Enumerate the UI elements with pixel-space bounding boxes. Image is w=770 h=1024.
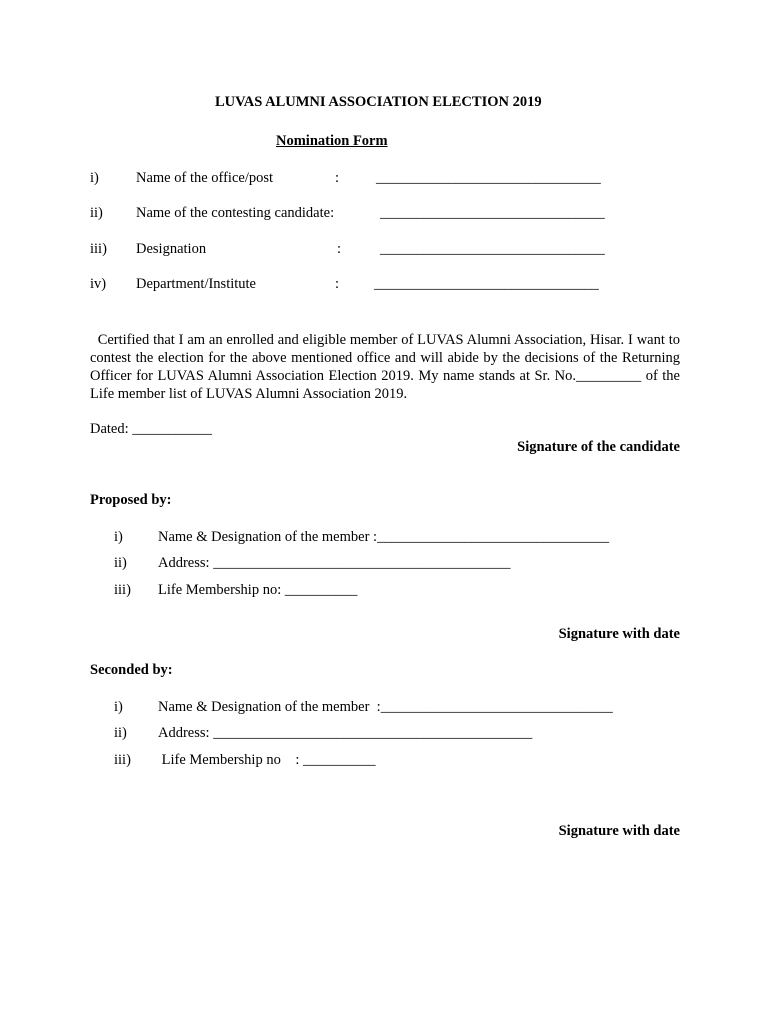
seconded-item (158, 699, 613, 716)
seconded-blank[interactable]: __________ (302, 752, 376, 768)
field-number: i) (90, 170, 99, 186)
proposed-blank[interactable]: ________________________________ (377, 529, 610, 545)
seconded-label: Address: (158, 725, 214, 741)
field-blank[interactable]: _______________________________ (380, 205, 605, 221)
proposed-heading: Proposed by: (90, 492, 172, 508)
document-title: LUVAS ALUMNI ASSOCIATION ELECTION 2019 (215, 94, 542, 110)
field-label: Name of the contesting candidate: (136, 205, 335, 221)
field-separator: : (335, 276, 340, 292)
certification-paragraph (90, 331, 680, 403)
proposed-number: iii) (114, 582, 131, 598)
proposed-item (158, 529, 609, 546)
proposed-blank[interactable]: _________________________________________ (213, 555, 511, 571)
field-blank[interactable]: _______________________________ (374, 276, 599, 292)
field-number: ii) (90, 205, 103, 221)
certification-text: Certified that I am an enrolled and eligible member of LUVAS Alumni Association, Hisar. I want to contest the election for the above mentioned office and will abide by the decisions of the Returning Officer for LUVAS Alumni Association Election 2019. My name stands at Sr. No. (90, 332, 680, 384)
proposed-number: ii) (114, 555, 127, 571)
seconded-label: Life Membership no : (158, 752, 303, 768)
seconded-blank[interactable]: ________________________________ (380, 699, 613, 715)
form-subtitle: Nomination Form (276, 133, 388, 149)
proposed-label: Name & Designation of the member : (158, 529, 378, 545)
seconded-number: iii) (114, 752, 131, 768)
seconder-signature: Signature with date (558, 823, 680, 839)
seconded-number: i) (114, 699, 123, 715)
dated-label: Dated: (90, 421, 133, 437)
seconded-item (158, 725, 532, 742)
proposed-item (158, 582, 357, 599)
sr-no-blank[interactable]: _________ (576, 368, 642, 384)
dated-blank[interactable]: ___________ (132, 421, 213, 437)
proposed-number: i) (114, 529, 123, 545)
field-label: Name of the office/post (136, 170, 274, 186)
proposed-label: Address: (158, 555, 214, 571)
proposer-signature: Signature with date (558, 626, 680, 642)
field-separator: : (335, 170, 340, 186)
seconded-heading: Seconded by: (90, 662, 173, 678)
seconded-number: ii) (114, 725, 127, 741)
proposed-label: Life Membership no: (158, 582, 285, 598)
proposed-item (158, 555, 510, 572)
field-number: iv) (90, 276, 107, 292)
seconded-label: Name & Designation of the member : (158, 699, 381, 715)
field-separator: : (337, 241, 342, 257)
field-blank[interactable]: _______________________________ (380, 241, 605, 257)
field-label: Designation (136, 241, 207, 257)
seconded-item (158, 752, 375, 769)
field-number: iii) (90, 241, 107, 257)
dated-line (90, 421, 212, 438)
proposed-blank[interactable]: __________ (284, 582, 358, 598)
field-label: Department/Institute (136, 276, 256, 292)
candidate-signature: Signature of the candidate (517, 439, 680, 455)
field-blank[interactable]: _______________________________ (376, 170, 601, 186)
seconded-blank[interactable]: ____________________________________________ (213, 725, 533, 741)
certification-text-end: of the Life member list of LUVAS Alumni Association 2019. (90, 368, 680, 402)
